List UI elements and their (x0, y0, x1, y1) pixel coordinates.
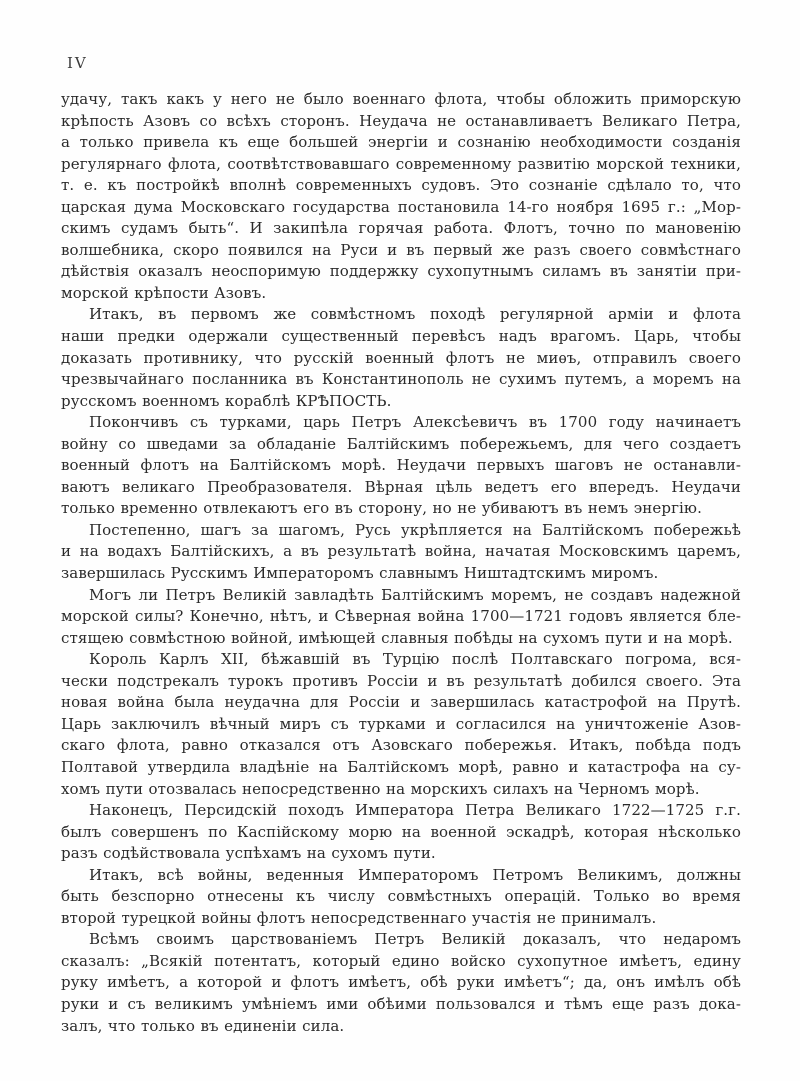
paragraph (61, 649, 741, 800)
text-line: Итакъ, въ первомъ же совмѣстномъ походѣ регулярной арміи и флота (89, 305, 741, 324)
text-line: хомъ пути отозвалась непосредственно на морскихъ силахъ на Черномъ морѣ. (61, 779, 700, 798)
paragraph (61, 800, 741, 865)
paragraph (61, 304, 741, 412)
text-line: сказалъ: „Всякій потентатъ, который едино войско сухопутное имѣетъ, едину (61, 951, 741, 970)
text-line: регулярнаго флота, соотвѣтствовавшаго современному развитію морской техники, (61, 154, 741, 173)
text-line: быть безспорно отнесены къ числу совмѣстныхъ операцій. Только во время (61, 887, 741, 906)
text-line: морской силы? Конечно, нѣтъ, и Сѣверная война 1700—1721 годовъ является бле- (61, 607, 741, 626)
text-line: морской крѣпости Азовъ. (61, 283, 267, 302)
text-line: залъ, что только въ единеніи сила. (61, 1016, 345, 1035)
text-line: стящею совмѣстною войной, имѣющей славныя побѣды на сухомъ пути и на морѣ. (61, 628, 733, 647)
text-line: Постепенно, шагъ за шагомъ, Русь укрѣпляется на Балтійскомъ побережьѣ (89, 520, 741, 539)
page-body (61, 89, 741, 1037)
paragraph (61, 929, 741, 1037)
paragraph (61, 520, 741, 585)
text-line: доказать противнику, что русскій военный флотъ не миѳъ, отправилъ своего (61, 348, 741, 367)
paragraph (61, 585, 741, 650)
text-line: скаго флота, равно отказался отъ Азовскаго побережья. Итакъ, побѣда подъ (61, 736, 741, 755)
text-line: Король Карлъ XII, бѣжавшій въ Турцію послѣ Полтавскаго погрома, вся- (89, 650, 741, 669)
text-line: военный флотъ на Балтійскомъ морѣ. Неудачи первыхъ шаговъ не останавли- (61, 456, 741, 475)
text-line: Покончивъ съ турками, царь Петръ Алексѣевичъ въ 1700 году начинаетъ (89, 413, 741, 432)
text-line: и на водахъ Балтійскихъ, а въ результатѣ война, начатая Московскимъ царемъ, (61, 542, 741, 561)
text-line: удачу, такъ какъ у него не было военнаго флота, чтобы обложить приморскую (61, 90, 741, 108)
text-line: Полтавой утвердила владѣніе на Балтійскомъ морѣ, равно и катастрофа на су- (61, 757, 741, 776)
text-line: скимъ судамъ быть“. И закипѣла горячая работа. Флотъ, точно по мановенію (61, 219, 741, 238)
text-line: чрезвычайнаго посланника въ Константинополь не сухимъ путемъ, а моремъ на (61, 370, 741, 389)
text-line: руки и съ великимъ умѣніемъ ими обѣими пользовался и тѣмъ еще разъ дока- (61, 994, 741, 1013)
text-line: а только привела къ еще большей энергіи и сознанію необходимости созданія (61, 133, 741, 152)
text-line: царская дума Московскаго государства постановила 14-го ноября 1695 г.: „Мор- (61, 197, 741, 216)
text-line: ваютъ великаго Преобразователя. Вѣрная цѣль ведетъ его впередъ. Неудачи (61, 477, 741, 496)
text-line: былъ совершенъ по Каспійскому морю на военной эскадрѣ, которая нѣсколько (61, 822, 741, 841)
text-line: Всѣмъ своимъ царствованіемъ Петръ Великій доказалъ, что недаромъ (89, 930, 741, 949)
text-line: только временно отвлекаютъ его въ сторону, но не убиваютъ въ немъ энергію. (61, 499, 702, 518)
text-line: Наконецъ, Персидскій походъ Императора Петра Великаго 1722—1725 г.г. (89, 801, 741, 820)
paragraph (61, 865, 741, 930)
text-line: Итакъ, всѣ войны, веденныя Императоромъ Петромъ Великимъ, должны (89, 865, 741, 884)
text-line: волшебника, скоро появился на Руси и въ первый же разъ своего совмѣстнаго (61, 240, 741, 259)
text-line: руку имѣетъ, а которой и флотъ имѣетъ, обѣ руки имѣетъ“; да, онъ имѣлъ обѣ (61, 973, 741, 992)
text-line: наши предки одержали существенный перевѣсъ надъ врагомъ. Царь, чтобы (61, 327, 741, 346)
text-line: второй турецкой войны флотъ непосредственнаго участія не принималъ. (61, 908, 657, 927)
text-line: чески подстрекалъ турокъ противъ Россіи и въ результатѣ добился своего. Эта (61, 671, 741, 690)
text-line: крѣпость Азовъ со всѣхъ сторонъ. Неудача не останавливаетъ Великаго Петра, (61, 111, 741, 130)
text-line: дѣйствія оказалъ неоспоримую поддержку сухопутнымъ силамъ въ занятіи при- (61, 262, 741, 281)
text-line: русскомъ военномъ кораблѣ КРѢПОСТЬ. (61, 391, 392, 410)
page-number: IV (67, 54, 88, 72)
text-line: Царь заключилъ вѣчный миръ съ турками и согласился на уничтоженіе Азов- (61, 714, 741, 733)
text-line: новая война была неудачна для Россіи и завершилась катастрофой на Прутѣ. (61, 693, 741, 712)
text-line: т. е. къ постройкѣ вполнѣ современныхъ судовъ. Это сознаніе сдѣлало то, что (61, 176, 741, 195)
paragraph (61, 89, 741, 304)
text-line: завершилась Русскимъ Императоромъ славнымъ Ништадтскимъ миромъ. (61, 564, 659, 583)
paragraph (61, 412, 741, 520)
text-line: войну со шведами за обладаніе Балтійскимъ побережьемъ, для чего создаетъ (61, 434, 741, 453)
text-line: разъ содѣйствовала успѣхамъ на сухомъ пути. (61, 844, 436, 863)
text-line: Могъ ли Петръ Великій завладѣть Балтійскимъ моремъ, не создавъ надежной (89, 585, 741, 604)
